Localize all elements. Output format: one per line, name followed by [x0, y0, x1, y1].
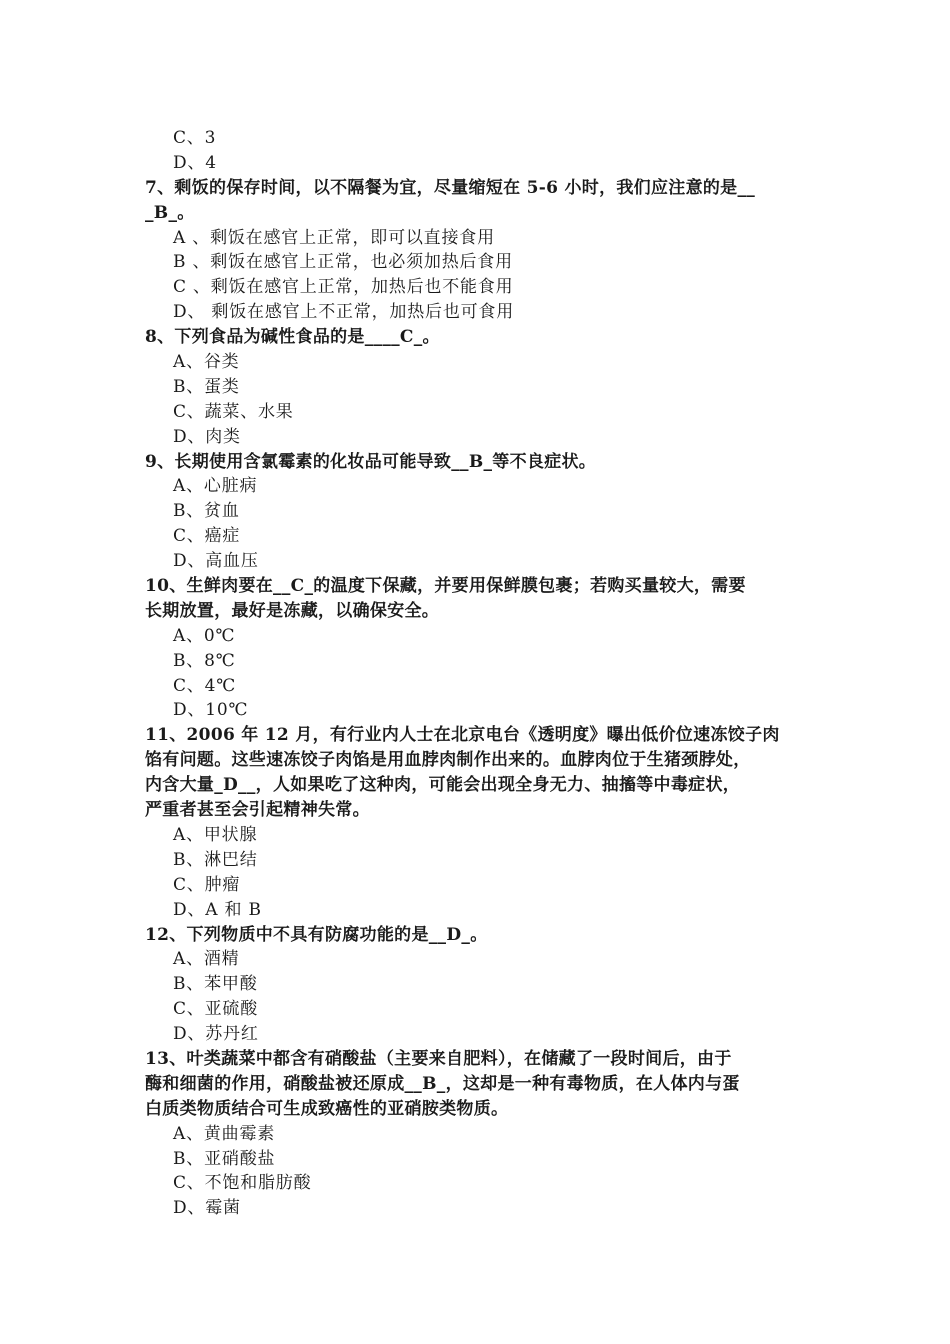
option-line: C、肿瘤 [173, 874, 241, 895]
question-text: _B_。 [145, 202, 195, 223]
question-11 [145, 723, 825, 922]
question-text: 严重者甚至会引起精神失常。 [145, 800, 370, 821]
question-text: 长期放置，最好是冻藏，以确保安全。 [145, 600, 440, 621]
question-text: 8、下列食品为碱性食品的是____C_。 [145, 327, 440, 348]
question-text: 白质类物质结合可生成致癌性的亚硝胺类物质。 [145, 1098, 509, 1119]
question-text: 9、长期使用含氯霉素的化妆品可能导致__B_等不良症状。 [145, 451, 597, 472]
question-text: 11、2006 年 12 月，有行业内人士在北京电台《透明度》曝出低价位速冻饺子肉 [145, 725, 780, 746]
option-line: A、甲状腺 [173, 824, 258, 845]
option-line: C、4℃ [173, 675, 237, 696]
option-line: A、谷类 [173, 352, 240, 373]
option-line: A、0℃ [173, 625, 236, 646]
option-line: A 、剩饭在感官上正常，即可以直接食用 [173, 227, 495, 248]
option-line: D、肉类 [173, 426, 241, 447]
option-line: C、3 [173, 128, 217, 148]
question-text: 酶和细菌的作用，硝酸盐被还原成__B_，这却是一种有毒物质，在人体内与蛋 [145, 1073, 740, 1094]
option-line: D、4 [173, 152, 217, 173]
option-line: A、酒精 [173, 949, 240, 970]
option-line: D、10℃ [173, 700, 249, 721]
question-text: 内含大量_D__，人如果吃了这种肉，可能会出现全身无力、抽搐等中毒症状， [145, 775, 741, 796]
question-12 [145, 923, 825, 1047]
option-line: D、A 和 B [173, 899, 262, 920]
option-line: B 、剩饭在感官上正常，也必须加热后食用 [173, 252, 513, 273]
question-text: 馅有问题。这些速冻饺子肉馅是用血脖肉制作出来的。血脖肉位于生猪颈脖处， [145, 750, 751, 771]
option-line: C、亚硫酸 [173, 999, 259, 1020]
question-7 [145, 176, 825, 325]
option-line: B、亚硝酸盐 [173, 1148, 276, 1169]
document-page [145, 126, 825, 1221]
option-line: D、苏丹红 [173, 1024, 259, 1045]
option-line: B、贫血 [173, 501, 240, 522]
question-text: 12、下列物质中不具有防腐功能的是__D_。 [145, 924, 488, 945]
option-line: C、癌症 [173, 526, 241, 547]
option-line: D、霉菌 [173, 1198, 241, 1219]
question-text: 7、剩饭的保存时间，以不隔餐为宜，尽量缩短在 5-6 小时，我们应注意的是__ [145, 177, 756, 198]
option-line: A、黄曲霉素 [173, 1123, 276, 1144]
option-line: A、心脏病 [173, 476, 258, 497]
option-line: B、苯甲酸 [173, 974, 258, 995]
option-line: B、8℃ [173, 650, 236, 671]
option-line: C、不饱和脂肪酸 [173, 1173, 312, 1194]
question-text: 10、生鲜肉要在__C_的温度下保藏，并要用保鲜膜包裹；若购买量较大，需要 [145, 576, 746, 597]
question-10 [145, 574, 825, 723]
option-line: C 、剩饭在感官上正常，加热后也不能食用 [173, 277, 514, 298]
question-13 [145, 1047, 825, 1221]
option-line: B、蛋类 [173, 376, 240, 397]
leading-options [145, 126, 825, 176]
question-8 [145, 325, 825, 449]
question-9 [145, 450, 825, 574]
option-line: D、 剩饭在感官上不正常，加热后也可食用 [173, 302, 515, 323]
option-line: C、蔬菜、水果 [173, 401, 294, 422]
option-line: D、高血压 [173, 551, 259, 572]
option-line: B、淋巴结 [173, 849, 258, 870]
question-text: 13、叶类蔬菜中都含有硝酸盐（主要来自肥料），在储藏了一段时间后，由于 [145, 1048, 732, 1069]
